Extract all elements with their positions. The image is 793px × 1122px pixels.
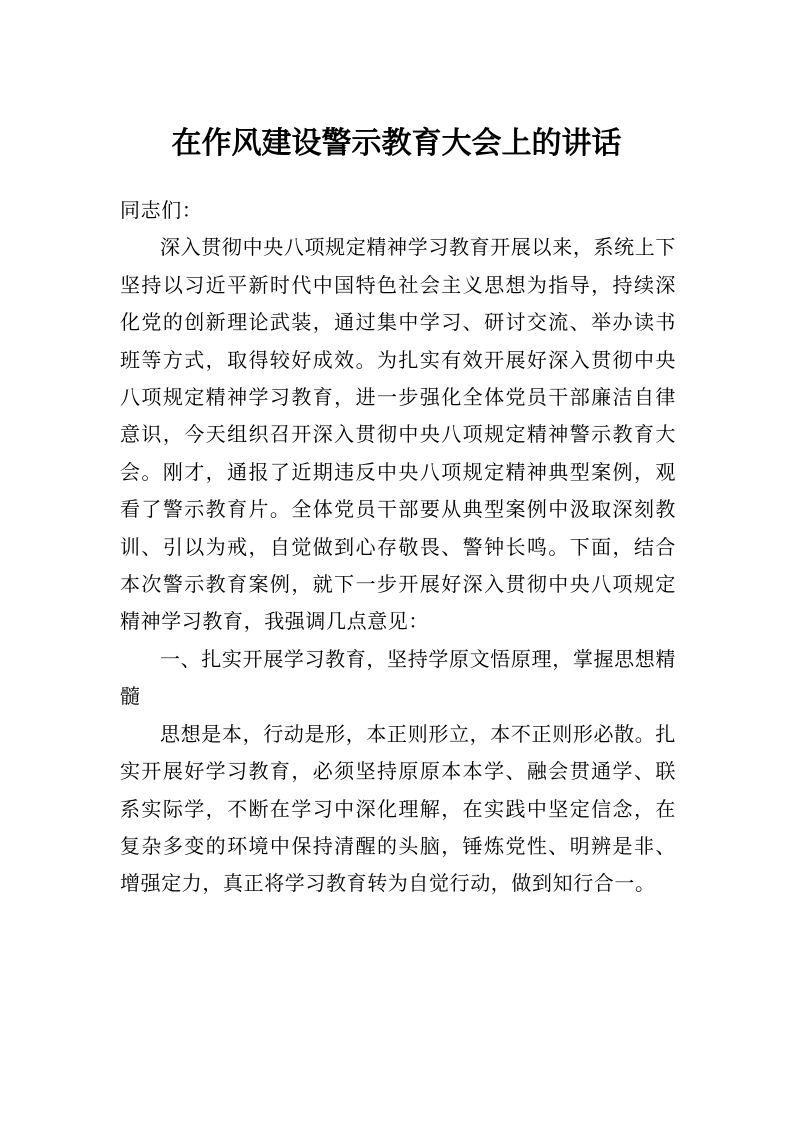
salutation: 同志们：: [120, 198, 203, 222]
section-heading-1: 一、扎实开展学习教育，坚持学原文悟原理，掌握思想精髓: [120, 646, 676, 709]
paragraph-intro: 深入贯彻中央八项规定精神学习教育开展以来，系统上下坚持以习近平新时代中国特色社会主义思想为指导，持续深化党的创新理论武装，通过集中学习、研讨交流、举办读书班等方式，取得较好成效。为扎实有效开展好深入贯彻中央八项规定精神学习教育，进一步强化全体党员干部廉洁自律意识，今天组织召开深入贯彻中央八项规定精神警示教育大会。刚才，通报了近期违反中央八项规定精神典型案例，观看了警示教育片。全体党员干部要从典型案例中汲取深刻教训、引以为戒，自觉做到心存敬畏、警钟长鸣。下面，结合本次警示教育案例，就下一步开展好深入贯彻中央八项规定精神学习教育，我强调几点意见：: [120, 235, 676, 634]
paragraph-section-1: 思想是本，行动是形，本正则形立，本不正则形必散。扎实开展好学习教育，必须坚持原原本本学、融会贯通学、联系实际学，不断在学习中深化理解，在实践中坚定信念，在复杂多变的环境中保持清醒的头脑，锤炼党性、明辨是非、增强定力，真正将学习教育转为自觉行动，做到知行合一。: [120, 721, 676, 896]
document-title: 在作风建设警示教育大会上的讲话: [171, 126, 622, 161]
document-body: [120, 192, 676, 903]
